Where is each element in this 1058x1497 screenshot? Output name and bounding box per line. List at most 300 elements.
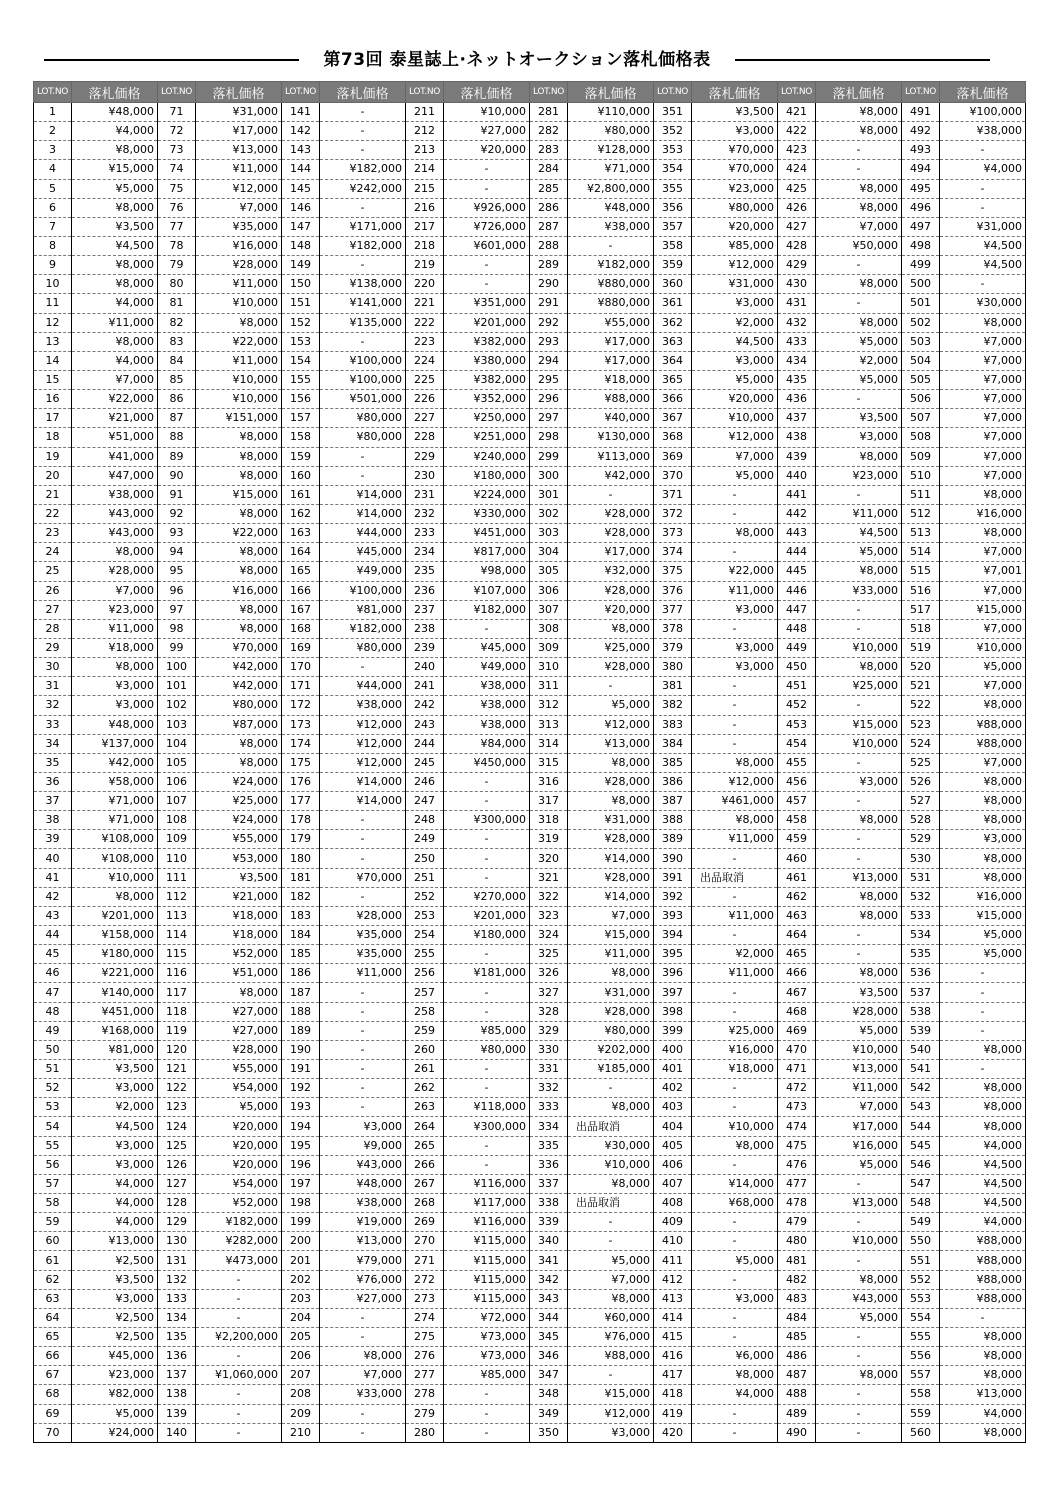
winning-price: ¥450,000 [444, 753, 530, 772]
winning-price: ¥14,000 [568, 849, 654, 868]
winning-price: - [320, 256, 406, 275]
winning-price: - [692, 715, 778, 734]
lot-number: 420 [654, 1423, 692, 1442]
lot-number: 245 [406, 753, 444, 772]
lot-number: 262 [406, 1079, 444, 1098]
lot-number: 335 [530, 1136, 568, 1155]
winning-price: ¥140,000 [72, 983, 158, 1002]
winning-price: ¥182,000 [320, 160, 406, 179]
winning-price: ¥8,000 [940, 1328, 1026, 1347]
table-row [34, 332, 1026, 351]
lot-number: 316 [530, 772, 568, 791]
table-row [34, 217, 1026, 236]
winning-price: ¥17,000 [568, 543, 654, 562]
winning-price: - [444, 256, 530, 275]
lot-number: 374 [654, 543, 692, 562]
winning-price: - [444, 849, 530, 868]
lot-number: 422 [778, 122, 816, 141]
winning-price: ¥3,000 [692, 658, 778, 677]
lot-number: 436 [778, 390, 816, 409]
lot-number: 321 [530, 868, 568, 887]
lot-number: 142 [282, 122, 320, 141]
lot-number: 141 [282, 103, 320, 122]
winning-price: ¥11,000 [72, 619, 158, 638]
header-lot-no: LOT.NO [654, 82, 692, 103]
winning-price: - [320, 983, 406, 1002]
winning-price: ¥8,000 [196, 619, 282, 638]
winning-price: ¥4,000 [72, 122, 158, 141]
winning-price: ¥4,000 [940, 1213, 1026, 1232]
winning-price: ¥12,000 [320, 734, 406, 753]
winning-price: ¥85,000 [692, 236, 778, 255]
winning-price: - [196, 1289, 282, 1308]
lot-number: 303 [530, 524, 568, 543]
lot-number: 227 [406, 409, 444, 428]
winning-price: ¥43,000 [72, 504, 158, 523]
lot-number: 334 [530, 1117, 568, 1136]
lot-number: 403 [654, 1098, 692, 1117]
winning-price: ¥352,000 [444, 390, 530, 409]
winning-price: ¥180,000 [444, 926, 530, 945]
lot-number: 494 [902, 160, 940, 179]
lot-number: 248 [406, 811, 444, 830]
table-row [34, 236, 1026, 255]
winning-price: - [320, 466, 406, 485]
lot-number: 392 [654, 887, 692, 906]
winning-price: ¥8,000 [940, 1079, 1026, 1098]
winning-price: ¥28,000 [568, 524, 654, 543]
lot-number: 495 [902, 179, 940, 198]
winning-price: ¥182,000 [568, 256, 654, 275]
winning-price: - [816, 294, 902, 313]
winning-price: ¥4,500 [72, 1117, 158, 1136]
winning-price: ¥25,000 [692, 1021, 778, 1040]
lot-number: 465 [778, 945, 816, 964]
winning-price: ¥13,000 [568, 734, 654, 753]
winning-price: ¥28,000 [568, 581, 654, 600]
lot-number: 148 [282, 236, 320, 255]
lot-number: 482 [778, 1270, 816, 1289]
lot-number: 427 [778, 217, 816, 236]
lot-number: 448 [778, 619, 816, 638]
winning-price: ¥7,000 [816, 1098, 902, 1117]
table-row [34, 964, 1026, 983]
table-row [34, 256, 1026, 275]
winning-price: ¥8,000 [196, 543, 282, 562]
winning-price: ¥23,000 [816, 466, 902, 485]
lot-number: 145 [282, 179, 320, 198]
lot-number: 522 [902, 696, 940, 715]
winning-price: ¥31,000 [692, 275, 778, 294]
lot-number: 75 [158, 179, 196, 198]
winning-price: - [692, 619, 778, 638]
table-row [34, 887, 1026, 906]
winning-price: - [816, 1404, 902, 1423]
lot-number: 451 [778, 677, 816, 696]
lot-number: 458 [778, 811, 816, 830]
lot-number: 424 [778, 160, 816, 179]
lot-number: 387 [654, 792, 692, 811]
winning-price: ¥88,000 [940, 1270, 1026, 1289]
lot-number: 140 [158, 1423, 196, 1442]
lot-number: 197 [282, 1174, 320, 1193]
winning-price: ¥24,000 [72, 1423, 158, 1442]
winning-price: ¥185,000 [568, 1060, 654, 1079]
lot-number: 154 [282, 351, 320, 370]
lot-number: 406 [654, 1155, 692, 1174]
winning-price: - [816, 696, 902, 715]
winning-price: ¥1,060,000 [196, 1366, 282, 1385]
winning-price: ¥31,000 [568, 811, 654, 830]
lot-number: 125 [158, 1136, 196, 1155]
winning-price: ¥8,000 [816, 811, 902, 830]
winning-price: ¥44,000 [320, 677, 406, 696]
lot-number: 264 [406, 1117, 444, 1136]
lot-number: 443 [778, 524, 816, 543]
lot-number: 240 [406, 658, 444, 677]
lot-number: 48 [34, 1002, 72, 1021]
lot-number: 529 [902, 830, 940, 849]
table-row [34, 677, 1026, 696]
lot-number: 413 [654, 1289, 692, 1308]
winning-price: ¥250,000 [444, 409, 530, 428]
winning-price: - [816, 849, 902, 868]
winning-price: ¥18,000 [72, 638, 158, 657]
winning-price: ¥10,000 [692, 409, 778, 428]
lot-number: 519 [902, 638, 940, 657]
winning-price: ¥11,000 [692, 964, 778, 983]
winning-price: ¥8,000 [940, 772, 1026, 791]
winning-price: ¥13,000 [940, 1385, 1026, 1404]
winning-price: - [940, 179, 1026, 198]
winning-price: ¥130,000 [568, 428, 654, 447]
winning-price: ¥38,000 [72, 485, 158, 504]
table-row [34, 849, 1026, 868]
lot-number: 165 [282, 562, 320, 581]
winning-price: ¥11,000 [320, 964, 406, 983]
lot-number: 340 [530, 1232, 568, 1251]
header-price: 落札価格 [444, 82, 530, 103]
lot-number: 230 [406, 466, 444, 485]
lot-number: 71 [158, 103, 196, 122]
winning-price: - [692, 696, 778, 715]
lot-number: 423 [778, 141, 816, 160]
lot-number: 277 [406, 1366, 444, 1385]
winning-price: ¥58,000 [72, 772, 158, 791]
winning-price: - [692, 1328, 778, 1347]
lot-number: 452 [778, 696, 816, 715]
winning-price: ¥13,000 [816, 868, 902, 887]
lot-number: 362 [654, 313, 692, 332]
winning-price: ¥52,000 [196, 1194, 282, 1213]
winning-price: ¥11,000 [196, 160, 282, 179]
lot-number: 408 [654, 1194, 692, 1213]
table-row [34, 811, 1026, 830]
winning-price: 出品取消 [568, 1194, 654, 1213]
lot-number: 363 [654, 332, 692, 351]
winning-price: ¥27,000 [196, 1002, 282, 1021]
lot-number: 217 [406, 217, 444, 236]
winning-price: ¥88,000 [940, 1289, 1026, 1308]
winning-price: ¥19,000 [320, 1213, 406, 1232]
lot-number: 67 [34, 1366, 72, 1385]
winning-price: ¥11,000 [196, 351, 282, 370]
lot-number: 533 [902, 906, 940, 925]
winning-price: ¥182,000 [320, 236, 406, 255]
lot-number: 98 [158, 619, 196, 638]
winning-price: - [692, 485, 778, 504]
winning-price: ¥5,000 [568, 1251, 654, 1270]
table-row [34, 1404, 1026, 1423]
table-row [34, 1021, 1026, 1040]
winning-price: ¥28,000 [568, 868, 654, 887]
winning-price: ¥33,000 [320, 1385, 406, 1404]
winning-price: - [816, 1385, 902, 1404]
winning-price: ¥100,000 [320, 351, 406, 370]
winning-price: ¥7,000 [940, 370, 1026, 389]
header-price: 落札価格 [320, 82, 406, 103]
lot-number: 476 [778, 1155, 816, 1174]
winning-price: ¥8,000 [196, 753, 282, 772]
winning-price: ¥13,000 [816, 1060, 902, 1079]
winning-price: - [320, 887, 406, 906]
lot-number: 481 [778, 1251, 816, 1270]
winning-price: - [320, 830, 406, 849]
winning-price: - [444, 1155, 530, 1174]
lot-number: 132 [158, 1270, 196, 1289]
winning-price: ¥5,000 [816, 1021, 902, 1040]
winning-price: ¥182,000 [444, 600, 530, 619]
winning-price: ¥10,000 [816, 638, 902, 657]
table-row [34, 103, 1026, 122]
lot-number: 539 [902, 1021, 940, 1040]
lot-number: 198 [282, 1194, 320, 1213]
table-row [34, 1174, 1026, 1193]
lot-number: 473 [778, 1098, 816, 1117]
winning-price: ¥7,000 [940, 390, 1026, 409]
table-row [34, 1347, 1026, 1366]
lot-number: 341 [530, 1251, 568, 1270]
winning-price: ¥7,000 [940, 351, 1026, 370]
lot-number: 73 [158, 141, 196, 160]
lot-number: 107 [158, 792, 196, 811]
lot-number: 143 [282, 141, 320, 160]
winning-price: ¥5,000 [196, 1098, 282, 1117]
table-row [34, 619, 1026, 638]
lot-number: 93 [158, 524, 196, 543]
lot-number: 296 [530, 390, 568, 409]
table-row [34, 1098, 1026, 1117]
winning-price: ¥7,000 [940, 447, 1026, 466]
lot-number: 79 [158, 256, 196, 275]
winning-price: ¥14,000 [320, 485, 406, 504]
winning-price: ¥88,000 [568, 390, 654, 409]
winning-price: ¥7,000 [72, 370, 158, 389]
lot-number: 541 [902, 1060, 940, 1079]
lot-number: 77 [158, 217, 196, 236]
winning-price: ¥8,000 [940, 1117, 1026, 1136]
lot-number: 191 [282, 1060, 320, 1079]
winning-price: - [320, 849, 406, 868]
winning-price: ¥16,000 [940, 504, 1026, 523]
winning-price: ¥22,000 [72, 390, 158, 409]
winning-price: ¥3,500 [816, 983, 902, 1002]
header-lot-no: LOT.NO [282, 82, 320, 103]
table-row [34, 275, 1026, 294]
winning-price: ¥8,000 [196, 313, 282, 332]
winning-price: ¥3,000 [692, 600, 778, 619]
lot-number: 265 [406, 1136, 444, 1155]
lot-number: 101 [158, 677, 196, 696]
lot-number: 225 [406, 370, 444, 389]
winning-price: ¥4,500 [940, 1155, 1026, 1174]
winning-price: ¥4,500 [940, 1194, 1026, 1213]
lot-number: 293 [530, 332, 568, 351]
lot-number: 479 [778, 1213, 816, 1232]
winning-price: ¥3,000 [320, 1117, 406, 1136]
lot-number: 247 [406, 792, 444, 811]
winning-price: ¥70,000 [196, 638, 282, 657]
winning-price: ¥54,000 [196, 1174, 282, 1193]
lot-number: 121 [158, 1060, 196, 1079]
lot-number: 60 [34, 1232, 72, 1251]
winning-price: - [444, 983, 530, 1002]
winning-price: ¥25,000 [816, 677, 902, 696]
winning-price: ¥31,000 [196, 103, 282, 122]
winning-price: ¥380,000 [444, 351, 530, 370]
table-row [34, 1423, 1026, 1442]
lot-number: 116 [158, 964, 196, 983]
lot-number: 216 [406, 198, 444, 217]
lot-number: 499 [902, 256, 940, 275]
lot-number: 469 [778, 1021, 816, 1040]
lot-number: 136 [158, 1347, 196, 1366]
lot-number: 429 [778, 256, 816, 275]
winning-price: ¥8,000 [816, 447, 902, 466]
lot-number: 555 [902, 1328, 940, 1347]
winning-price: ¥601,000 [444, 236, 530, 255]
winning-price: ¥51,000 [196, 964, 282, 983]
winning-price: ¥11,000 [816, 504, 902, 523]
winning-price: ¥8,000 [940, 1098, 1026, 1117]
winning-price: ¥116,000 [444, 1174, 530, 1193]
winning-price: ¥2,800,000 [568, 179, 654, 198]
winning-price: ¥45,000 [72, 1347, 158, 1366]
winning-price: - [816, 1423, 902, 1442]
lot-number: 129 [158, 1213, 196, 1232]
lot-number: 243 [406, 715, 444, 734]
lot-number: 497 [902, 217, 940, 236]
winning-price: ¥3,000 [692, 638, 778, 657]
lot-number: 327 [530, 983, 568, 1002]
winning-price: ¥53,000 [196, 849, 282, 868]
winning-price: ¥8,000 [940, 1366, 1026, 1385]
winning-price: - [816, 141, 902, 160]
winning-price: ¥80,000 [320, 428, 406, 447]
winning-price: - [692, 1308, 778, 1327]
lot-number: 40 [34, 849, 72, 868]
winning-price: - [320, 658, 406, 677]
lot-number: 446 [778, 581, 816, 600]
lot-number: 228 [406, 428, 444, 447]
winning-price: - [196, 1308, 282, 1327]
lot-number: 90 [158, 466, 196, 485]
winning-price: ¥16,000 [816, 1136, 902, 1155]
lot-number: 295 [530, 370, 568, 389]
lot-number: 412 [654, 1270, 692, 1289]
winning-price: ¥3,000 [692, 351, 778, 370]
lot-number: 435 [778, 370, 816, 389]
lot-number: 345 [530, 1328, 568, 1347]
winning-price: ¥4,000 [72, 294, 158, 313]
winning-price: ¥31,000 [568, 983, 654, 1002]
winning-price: ¥16,000 [196, 236, 282, 255]
winning-price: - [940, 1060, 1026, 1079]
winning-price: ¥71,000 [568, 160, 654, 179]
winning-price: ¥4,500 [940, 236, 1026, 255]
lot-number: 291 [530, 294, 568, 313]
lot-number: 456 [778, 772, 816, 791]
winning-price: ¥88,000 [940, 1251, 1026, 1270]
lot-number: 375 [654, 562, 692, 581]
lot-number: 513 [902, 524, 940, 543]
winning-price: ¥7,000 [940, 332, 1026, 351]
winning-price: ¥7,000 [196, 198, 282, 217]
winning-price: ¥11,000 [692, 906, 778, 925]
winning-price: ¥726,000 [444, 217, 530, 236]
lot-number: 396 [654, 964, 692, 983]
winning-price: ¥5,000 [692, 466, 778, 485]
winning-price: ¥48,000 [568, 198, 654, 217]
winning-price: ¥43,000 [816, 1289, 902, 1308]
lot-number: 489 [778, 1404, 816, 1423]
winning-price: ¥88,000 [568, 1347, 654, 1366]
lot-number: 336 [530, 1155, 568, 1174]
winning-price: ¥6,000 [692, 1347, 778, 1366]
lot-number: 322 [530, 887, 568, 906]
lot-number: 54 [34, 1117, 72, 1136]
lot-number: 179 [282, 830, 320, 849]
lot-number: 162 [282, 504, 320, 523]
winning-price: ¥10,000 [568, 1155, 654, 1174]
winning-price: - [816, 945, 902, 964]
winning-price: ¥8,000 [72, 275, 158, 294]
lot-number: 309 [530, 638, 568, 657]
winning-price: ¥14,000 [320, 504, 406, 523]
lot-number: 3 [34, 141, 72, 160]
lot-number: 233 [406, 524, 444, 543]
winning-price: ¥15,000 [940, 600, 1026, 619]
lot-number: 193 [282, 1098, 320, 1117]
lot-number: 557 [902, 1366, 940, 1385]
winning-price: - [568, 1213, 654, 1232]
winning-price: ¥2,000 [816, 351, 902, 370]
lot-number: 477 [778, 1174, 816, 1193]
winning-price: - [320, 141, 406, 160]
lot-number: 156 [282, 390, 320, 409]
lot-number: 76 [158, 198, 196, 217]
winning-price: ¥5,000 [72, 179, 158, 198]
winning-price: ¥8,000 [940, 313, 1026, 332]
table-row [34, 543, 1026, 562]
lot-number: 475 [778, 1136, 816, 1155]
winning-price: ¥8,000 [72, 658, 158, 677]
table-row [34, 1366, 1026, 1385]
winning-price: ¥8,000 [940, 485, 1026, 504]
winning-price: ¥80,000 [568, 122, 654, 141]
lot-number: 351 [654, 103, 692, 122]
lot-number: 51 [34, 1060, 72, 1079]
